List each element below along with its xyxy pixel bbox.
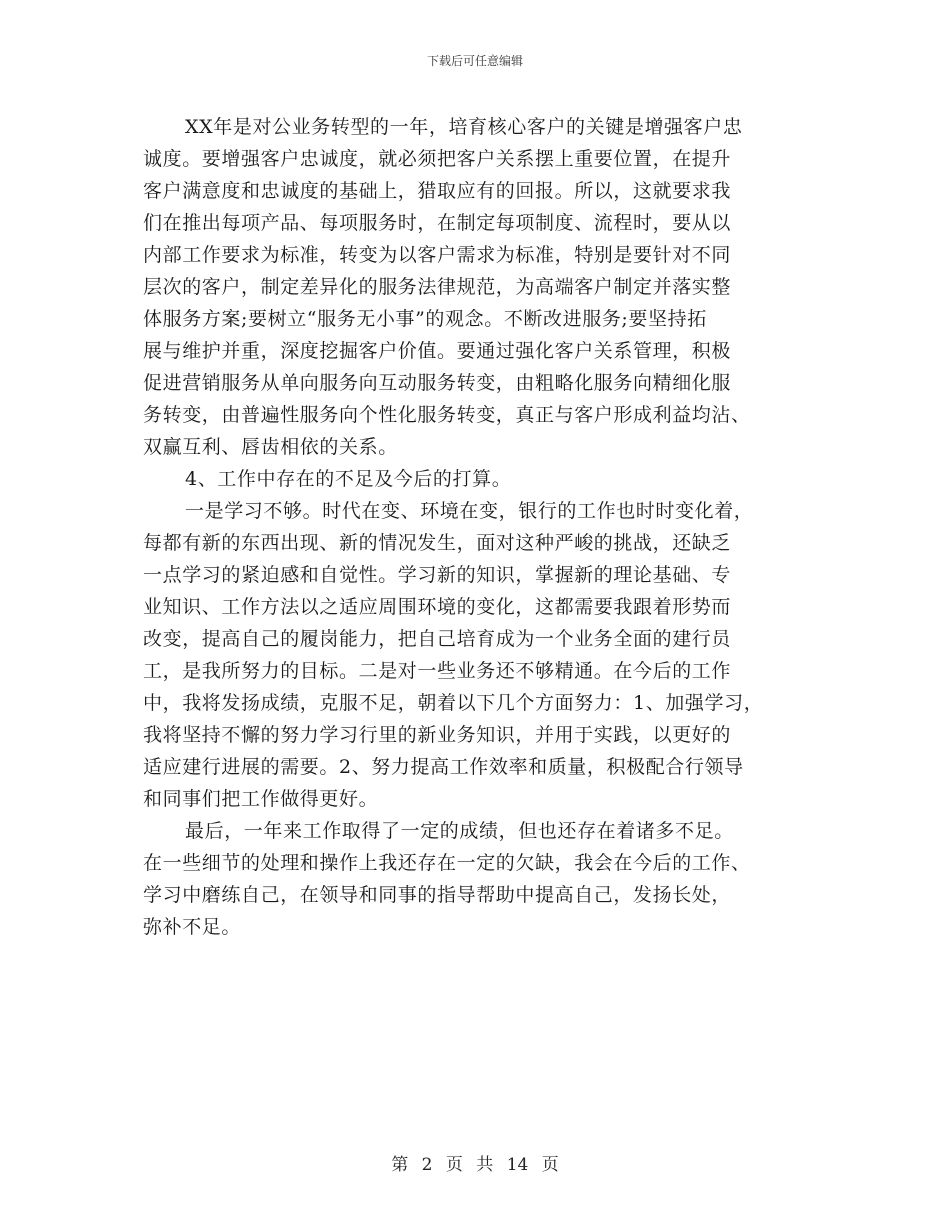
paragraph-line: 每都有新的东西出现、新的情况发生，面对这种严峻的挑战，还缺乏 <box>143 532 732 554</box>
paragraph-line: 弥补不足。 <box>143 916 242 938</box>
document-body <box>143 111 811 943</box>
paragraph-line: XX年是对公业务转型的一年，培育核心客户的关键是增强客户忠 <box>185 116 743 138</box>
paragraph-line: 和同事们把工作做得更好。 <box>143 788 379 810</box>
paragraph-line: 客户满意度和忠诚度的基础上，猎取应有的回报。所以，这就要求我 <box>143 180 732 202</box>
paragraph-line: 工，是我所努力的目标。二是对一些业务还不够精通。在今后的工作 <box>143 660 732 682</box>
paragraph-line: 内部工作要求为标准，转变为以客户需求为标准，特别是要针对不同 <box>143 244 732 266</box>
paragraph-line: 诚度。要增强客户忠诚度，就必须把客户关系摆上重要位置，在提升 <box>143 148 732 170</box>
paragraph-line: 促进营销服务从单向服务向互动服务转变，由粗略化服务向精细化服 <box>143 372 732 394</box>
paragraph-line: 体服务方案;要树立“服务无小事”的观念。不断改进服务;要坚持拓 <box>143 308 707 330</box>
paragraph-line: 双赢互利、唇齿相依的关系。 <box>143 436 398 458</box>
paragraph-line: 我将坚持不懈的努力学习行里的新业务知识，并用于实践，以更好的 <box>143 724 732 746</box>
section-heading: 4、工作中存在的不足及今后的打算。 <box>185 468 512 490</box>
paragraph-line: 一点学习的紧迫感和自觉性。学习新的知识，掌握新的理论基础、专 <box>143 564 732 586</box>
page-header: 下载后可任意编辑 <box>426 54 523 68</box>
page-number-footer: 第 2 页 共 14 页 <box>391 1155 559 1175</box>
paragraph-line: 最后，一年来工作取得了一定的成绩，但也还存在着诸多不足。 <box>185 820 734 842</box>
paragraph-line: 展与维护并重，深度挖掘客户价值。要通过强化客户关系管理，积极 <box>143 340 732 362</box>
paragraph-line: 学习中磨练自己，在领导和同事的指导帮助中提高自己，发扬长处， <box>143 884 732 906</box>
paragraph-line: 中，我将发扬成绩，克服不足，朝着以下几个方面努力：1、加强学习， <box>143 692 764 714</box>
paragraph-line: 务转变，由普遍性服务向个性化服务转变，真正与客户形成利益均沾、 <box>143 404 751 426</box>
paragraph-line: 层次的客户，制定差异化的服务法律规范，为高端客户制定并落实整 <box>143 276 732 298</box>
paragraph-line: 改变，提高自己的履岗能力，把自己培育成为一个业务全面的建行员 <box>143 628 732 650</box>
paragraph-line: 适应建行进展的需要。2、努力提高工作效率和质量，积极配合行领导 <box>143 756 744 778</box>
paragraph-line: 业知识、工作方法以之适应周围环境的变化，这都需要我跟着形势而 <box>143 596 732 618</box>
paragraph-line: 一是学习不够。时代在变、环境在变，银行的工作也时时变化着， <box>185 500 754 522</box>
paragraph-line: 们在推出每项产品、每项服务时，在制定每项制度、流程时，要从以 <box>143 212 732 234</box>
paragraph-line: 在一些细节的处理和操作上我还存在一定的欠缺，我会在今后的工作、 <box>143 852 751 874</box>
